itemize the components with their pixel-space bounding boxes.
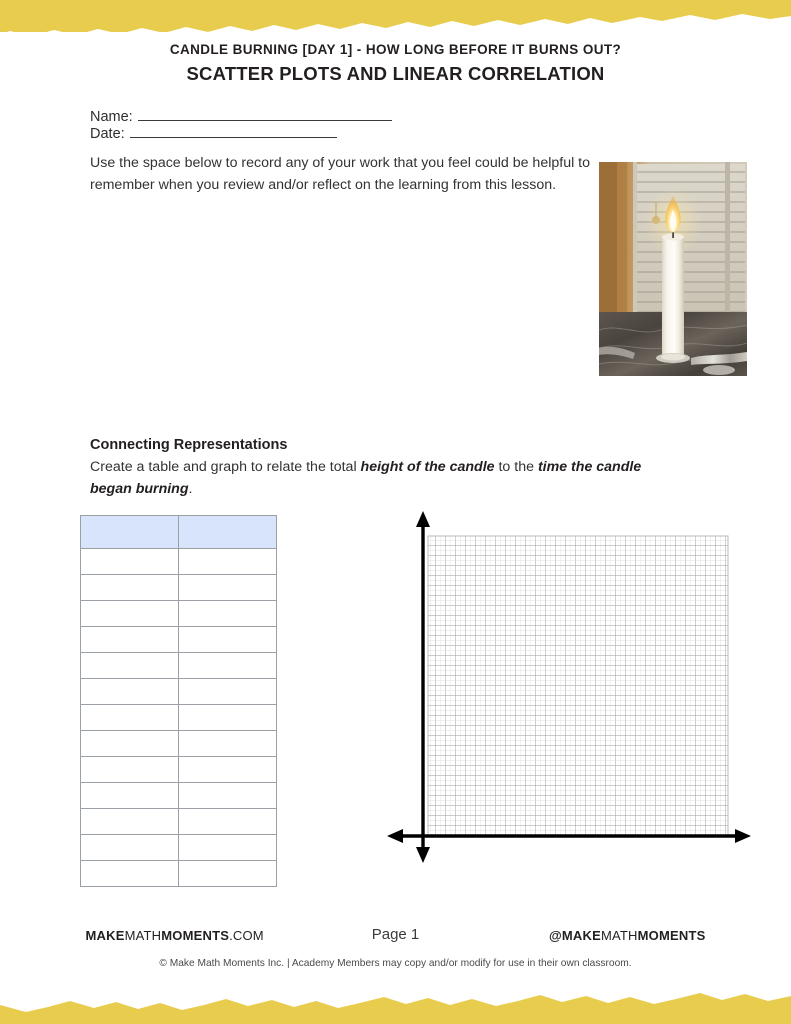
table-header-row [81, 516, 277, 549]
candle-photo-image [599, 162, 747, 376]
date-write-line[interactable] [130, 125, 337, 138]
y-axis-arrow-down [416, 847, 430, 863]
table-cell-r7-c1[interactable] [81, 705, 179, 731]
prompt-text-2: to the [494, 459, 538, 476]
table-cell-r2-c2[interactable] [179, 575, 277, 601]
table-cell-r9-c2[interactable] [179, 757, 277, 783]
instructions-paragraph: Use the space below to record any of your work that you feel could be helpful to remember when you review and/or reflect on the learning from this lesson. [90, 155, 591, 193]
lesson-subtitle: CANDLE BURNING [DAY 1] - HOW LONG BEFORE IT BURNS OUT? [169, 42, 622, 57]
top-accent-band [0, 0, 791, 32]
prompt-text-3: . [188, 480, 193, 497]
table-cell-r8-c2[interactable] [179, 731, 277, 757]
page-footer [0, 926, 791, 969]
prompt-emphasis-time: time the candle began burning [90, 459, 642, 497]
prompt-text-1: Create a table and graph to relate the total [90, 459, 361, 476]
table-header-cell-2[interactable] [179, 516, 277, 549]
table-row [81, 783, 277, 809]
x-axis-arrow-left [387, 829, 403, 843]
data-table[interactable] [80, 515, 277, 887]
table-cell-r4-c1[interactable] [81, 627, 179, 653]
table-cell-r12-c1[interactable] [81, 835, 179, 861]
table-cell-r11-c2[interactable] [179, 809, 277, 835]
table-row [81, 861, 277, 887]
table-cell-r11-c1[interactable] [81, 809, 179, 835]
name-date-row [90, 108, 710, 142]
page-number: Page 1 [371, 926, 420, 943]
brand-part-1: MAKE [85, 928, 125, 943]
date-label: Date: [90, 126, 125, 142]
table-cell-r6-c2[interactable] [179, 679, 277, 705]
table-cell-r5-c1[interactable] [81, 653, 179, 679]
table-cell-r6-c1[interactable] [81, 679, 179, 705]
graph-svg[interactable] [385, 505, 760, 870]
page-title [0, 40, 791, 88]
table-row [81, 679, 277, 705]
table-row [81, 575, 277, 601]
name-field[interactable] [90, 108, 392, 125]
table-cell-r3-c2[interactable] [179, 601, 277, 627]
brand-part-3: MOMENTS [161, 928, 230, 943]
prompt-emphasis-height: height of the candle [360, 459, 495, 476]
brand-part-2: MATH [600, 928, 638, 943]
table-row [81, 653, 277, 679]
x-axis-arrow-right [735, 829, 751, 843]
table-row [81, 627, 277, 653]
brand-part-4: .COM [229, 928, 264, 943]
table-cell-r13-c1[interactable] [81, 861, 179, 887]
date-field[interactable] [90, 125, 337, 142]
y-axis-arrow-up [416, 511, 430, 527]
bottom-band-shape [0, 988, 791, 1024]
table-row [81, 601, 277, 627]
connecting-representations-section [90, 435, 680, 500]
table-row [81, 705, 277, 731]
table-row [81, 549, 277, 575]
table-cell-r12-c2[interactable] [179, 835, 277, 861]
table-row [81, 809, 277, 835]
table-cell-r1-c2[interactable] [179, 549, 277, 575]
table-cell-r8-c1[interactable] [81, 731, 179, 757]
graph-grid[interactable] [385, 505, 760, 870]
table-row [81, 757, 277, 783]
candle-photo [599, 162, 747, 376]
brand-part-2: MATH [124, 928, 162, 943]
section-prompt [90, 457, 680, 500]
table-cell-r4-c2[interactable] [179, 627, 277, 653]
section-heading: Connecting Representations [90, 437, 288, 453]
brand-part-3: MOMENTS [637, 928, 706, 943]
name-write-line[interactable] [138, 108, 392, 121]
grid-plane [428, 536, 728, 836]
table-cell-r1-c1[interactable] [81, 549, 179, 575]
bottom-accent-band [0, 988, 791, 1024]
lesson-title: SCATTER PLOTS AND LINEAR CORRELATION [186, 63, 605, 85]
table-row [81, 731, 277, 757]
table-cell-r13-c2[interactable] [179, 861, 277, 887]
table-cell-r3-c1[interactable] [81, 601, 179, 627]
table-cell-r2-c1[interactable] [81, 575, 179, 601]
table-cell-r9-c1[interactable] [81, 757, 179, 783]
table-cell-r5-c2[interactable] [179, 653, 277, 679]
brand-part-1: @MAKE [549, 928, 601, 943]
table-header-cell-1[interactable] [81, 516, 179, 549]
table-row [81, 835, 277, 861]
top-band-shape [0, 0, 791, 32]
brand-social-handle [549, 928, 705, 943]
table-cell-r10-c2[interactable] [179, 783, 277, 809]
data-table-wrapper [80, 515, 277, 887]
table-cell-r7-c2[interactable] [179, 705, 277, 731]
copyright-notice: © Make Math Moments Inc. | Academy Members may copy and/or modify for use in their own classroom. [159, 958, 632, 969]
name-label: Name: [90, 109, 133, 125]
table-cell-r10-c1[interactable] [81, 783, 179, 809]
